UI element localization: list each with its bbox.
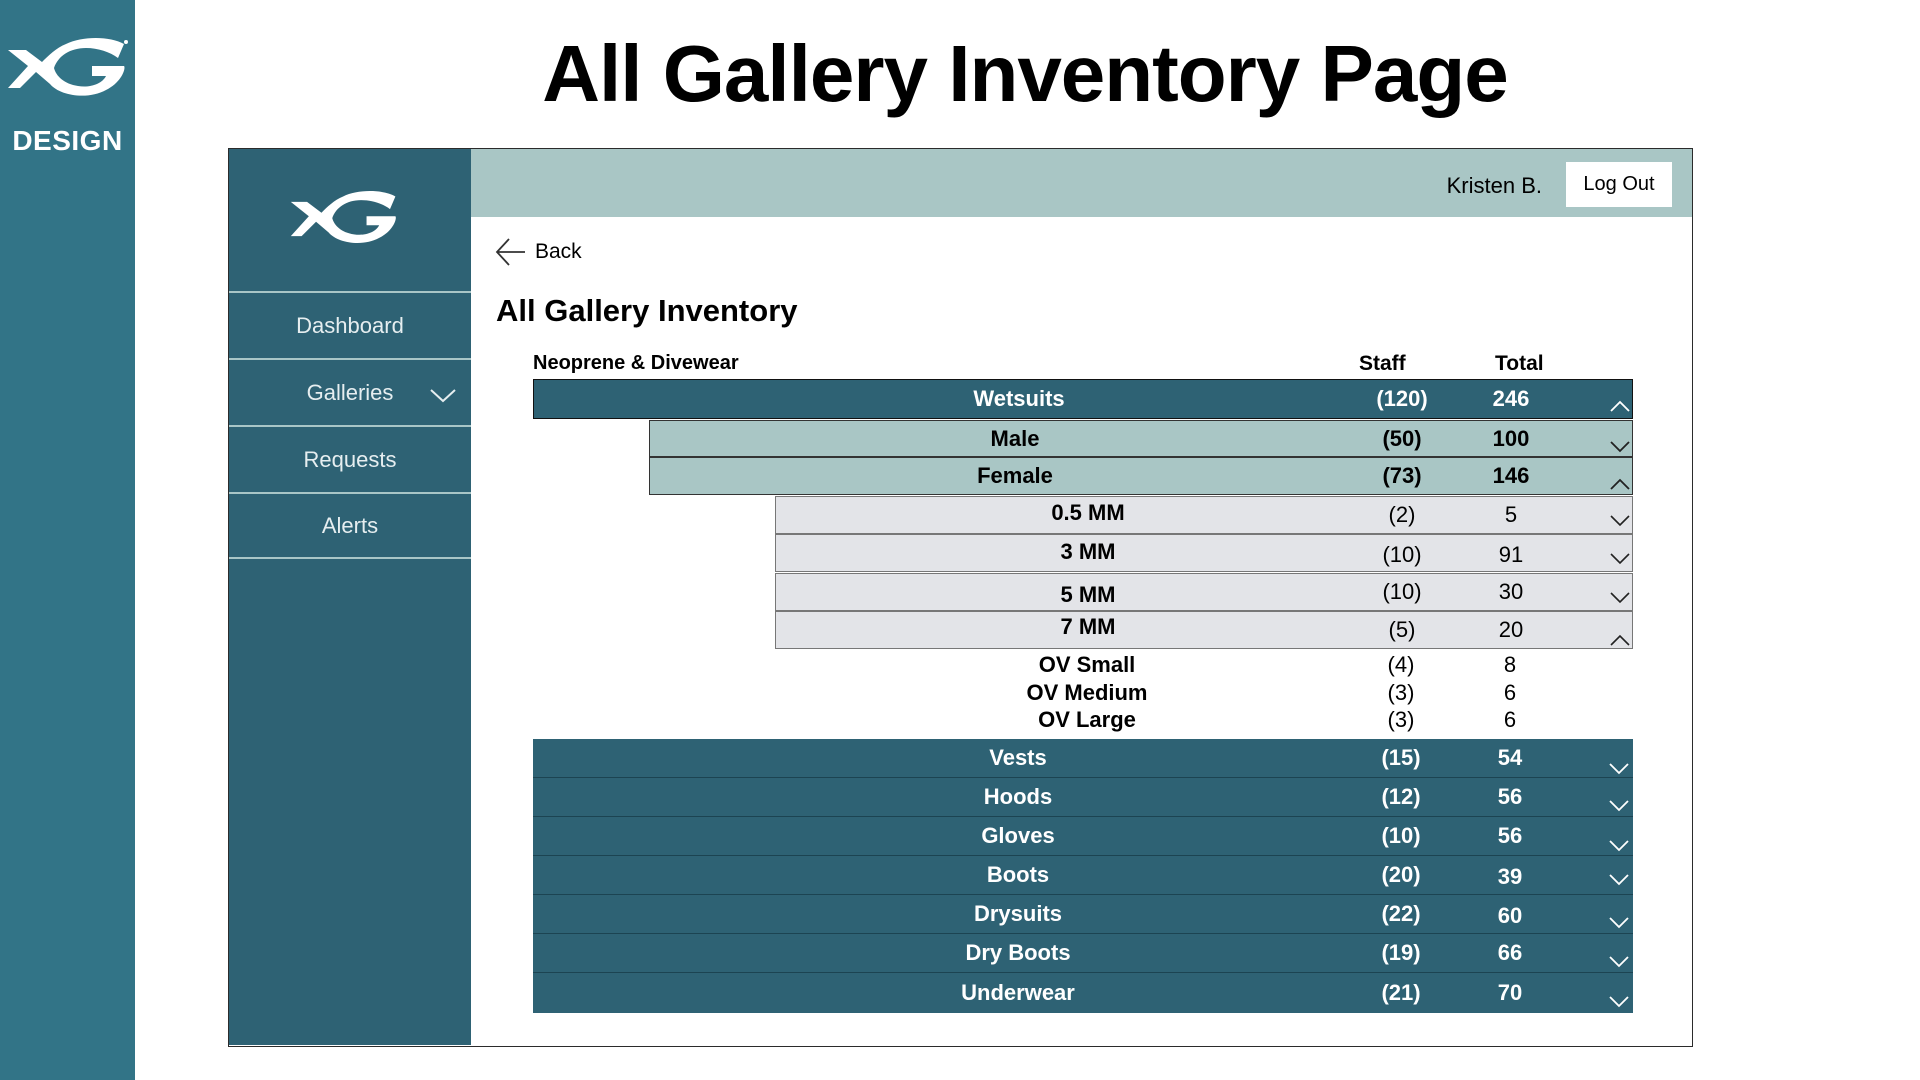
row-total: 6: [1503, 680, 1517, 705]
chevron-down-icon[interactable]: [1609, 948, 1629, 974]
row-staff: (10): [1381, 823, 1421, 848]
table-row-size[interactable]: [775, 679, 1633, 707]
row-label: Wetsuits: [973, 386, 1065, 411]
table-row-underwear[interactable]: [533, 973, 1633, 1013]
user-name: Kristen B.: [1446, 173, 1542, 198]
table-row-thickness[interactable]: [775, 611, 1633, 649]
row-staff: (21): [1381, 980, 1421, 1005]
table-row-female[interactable]: [649, 457, 1633, 495]
row-label: Female: [977, 463, 1053, 488]
table-row-boots[interactable]: [533, 856, 1633, 895]
row-staff: (15): [1381, 745, 1421, 770]
column-header-staff: Staff: [1359, 352, 1406, 375]
section-label: Neoprene & Divewear: [533, 352, 739, 374]
row-label: Vests: [989, 745, 1047, 770]
row-total: 8: [1503, 652, 1517, 677]
row-staff: (12): [1381, 784, 1421, 809]
row-total: 30: [1498, 579, 1524, 604]
chevron-down-icon[interactable]: [1610, 545, 1630, 571]
row-total: 246: [1492, 386, 1530, 411]
row-total: 56: [1497, 823, 1523, 848]
row-staff: (5): [1388, 617, 1416, 642]
table-row-size[interactable]: [775, 706, 1633, 734]
row-total: 60: [1497, 903, 1523, 928]
table-row-gloves[interactable]: [533, 817, 1633, 856]
row-total: 66: [1497, 940, 1523, 965]
row-staff: (2): [1388, 502, 1416, 527]
row-staff: (3): [1387, 680, 1415, 705]
row-total: 100: [1492, 425, 1530, 451]
row-total: 20: [1498, 617, 1524, 642]
table-row-thickness[interactable]: [775, 534, 1633, 572]
table-row-drysuits[interactable]: [533, 895, 1633, 934]
row-staff: (4): [1387, 652, 1415, 677]
row-total: 54: [1497, 745, 1523, 770]
chevron-down-icon[interactable]: [1609, 909, 1629, 935]
back-label: Back: [535, 240, 582, 263]
row-staff: (10): [1382, 579, 1422, 604]
row-staff: (19): [1381, 940, 1421, 965]
chevron-down-icon[interactable]: [1609, 988, 1629, 1014]
logout-button[interactable]: Log Out: [1566, 162, 1672, 207]
table-row-wetsuits[interactable]: [533, 379, 1633, 419]
row-label: OV Large: [1038, 707, 1136, 732]
row-staff: (22): [1381, 901, 1421, 926]
row-total: 70: [1497, 980, 1523, 1005]
row-total: 6: [1503, 707, 1517, 732]
chevron-up-icon[interactable]: [1610, 470, 1630, 496]
chevron-up-icon[interactable]: [1610, 626, 1630, 652]
table-row-thickness[interactable]: [775, 573, 1633, 611]
row-total: 91: [1498, 542, 1524, 567]
row-label: Gloves: [981, 823, 1055, 848]
brand-strip: [0, 0, 135, 1080]
column-header-total: Total: [1495, 352, 1544, 375]
sidebar-item-label: Alerts: [321, 512, 379, 538]
row-label: 3 MM: [1060, 539, 1116, 564]
row-total: 146: [1492, 463, 1530, 488]
row-staff: (10): [1382, 542, 1422, 567]
row-label: 0.5 MM: [1051, 500, 1125, 525]
table-row-size[interactable]: [775, 651, 1633, 679]
row-label: Drysuits: [973, 901, 1063, 926]
table-row-male[interactable]: [649, 420, 1633, 457]
row-staff: (3): [1387, 707, 1415, 732]
row-staff: (50): [1382, 425, 1422, 451]
chevron-down-icon[interactable]: [1609, 866, 1629, 892]
chevron-down-icon[interactable]: [1609, 832, 1629, 858]
chevron-down-icon[interactable]: [1610, 584, 1630, 610]
brand-label: DESIGN: [12, 125, 123, 156]
sidebar-item-label: Dashboard: [296, 312, 404, 338]
sidebar-item-label: Galleries: [306, 379, 394, 405]
row-label: Hoods: [983, 784, 1053, 809]
chevron-down-icon[interactable]: [1610, 433, 1630, 459]
chevron-down-icon[interactable]: [1609, 792, 1629, 818]
row-total: 5: [1504, 502, 1518, 527]
slide-title: All Gallery Inventory Page: [542, 29, 1508, 118]
row-label: Dry Boots: [965, 940, 1071, 965]
chevron-down-icon[interactable]: [1610, 507, 1630, 533]
row-total: 56: [1497, 784, 1523, 809]
chevron-up-icon[interactable]: [1610, 392, 1630, 418]
row-total: 39: [1497, 864, 1523, 889]
row-label: 7 MM: [1060, 614, 1116, 639]
table-row-hoods[interactable]: [533, 778, 1633, 817]
row-label: OV Small: [1038, 652, 1136, 677]
page-title: All Gallery Inventory: [496, 293, 798, 328]
sidebar-item-label: Requests: [303, 446, 397, 472]
inventory-table: [229, 149, 1692, 1046]
row-label: Boots: [986, 862, 1050, 887]
row-staff: (73): [1382, 463, 1422, 488]
table-row-vests[interactable]: [533, 739, 1633, 778]
row-staff: (20): [1381, 862, 1421, 887]
brand-logo-icon: [6, 38, 128, 105]
row-label: 5 MM: [1060, 582, 1116, 607]
app-mockup: [228, 148, 1693, 1047]
row-label: OV Medium: [1026, 680, 1148, 705]
row-label: Male: [990, 425, 1040, 451]
table-row-dry-boots[interactable]: [533, 934, 1633, 973]
table-row-thickness[interactable]: [775, 496, 1633, 534]
row-label: Underwear: [961, 980, 1075, 1005]
row-staff: (120): [1376, 386, 1428, 411]
